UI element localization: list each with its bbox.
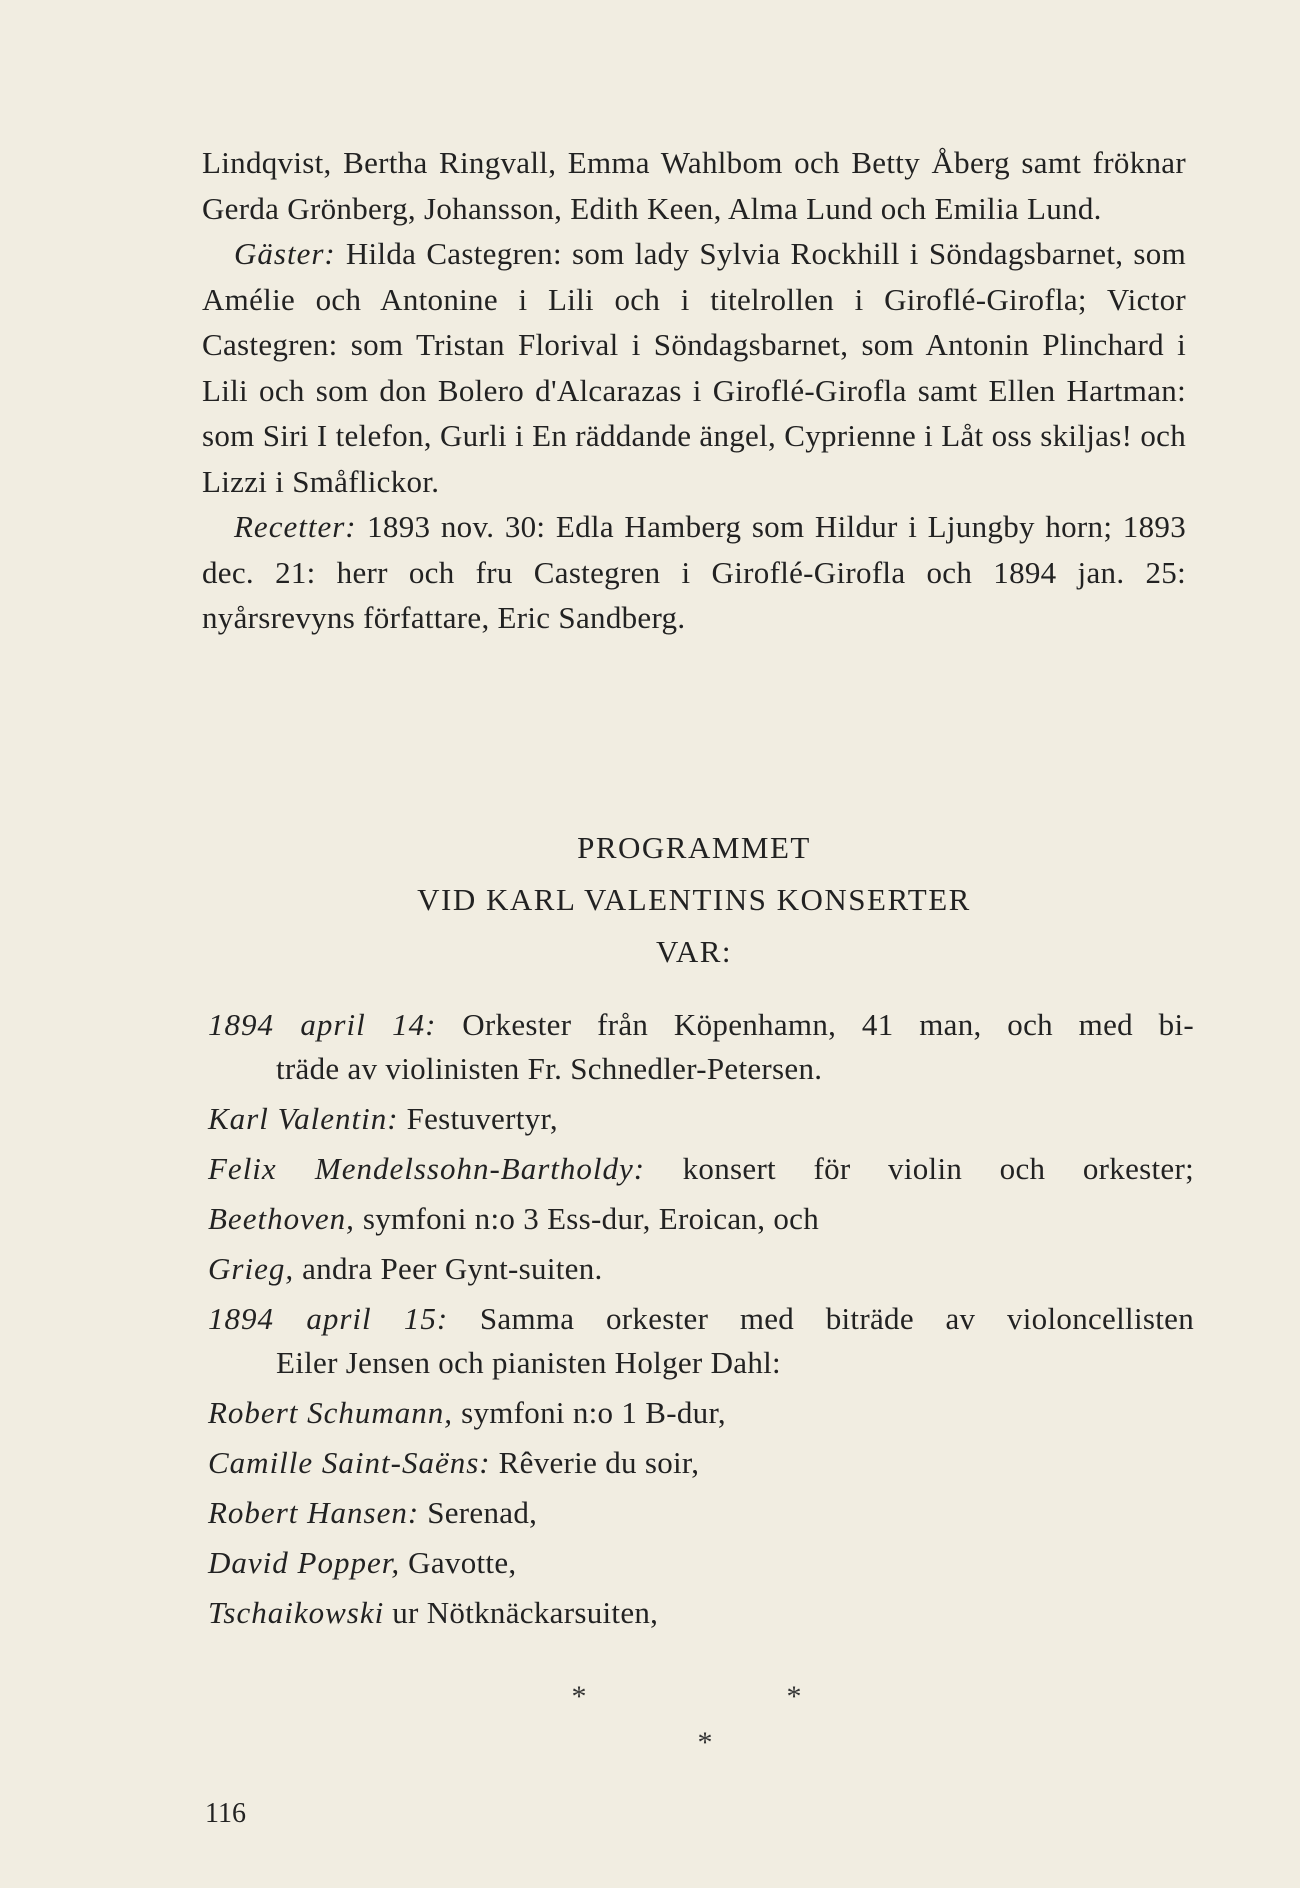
paragraph-benefits bbox=[202, 504, 1186, 641]
program-item bbox=[208, 1244, 1194, 1294]
concert-2-text: Samma orkester med biträde av violoncellisten bbox=[448, 1301, 1194, 1336]
composer-name: Robert Schumann, bbox=[208, 1395, 454, 1430]
concert-program bbox=[208, 1000, 1194, 1638]
star-bottom: * bbox=[697, 1726, 713, 1759]
program-item bbox=[208, 1194, 1194, 1244]
concert-1-header bbox=[208, 1000, 1194, 1050]
composer-name: Beethoven, bbox=[208, 1201, 355, 1236]
work-title: konsert för violin och orkester; bbox=[645, 1151, 1194, 1186]
page-number: 116 bbox=[205, 1798, 246, 1829]
star-left: * bbox=[571, 1680, 587, 1713]
concert-1-date: 1894 april 14: bbox=[208, 1007, 437, 1042]
program-item bbox=[208, 1144, 1194, 1194]
composer-name: Camille Saint-Saëns: bbox=[208, 1445, 491, 1480]
heading-line-1: PROGRAMMET bbox=[577, 830, 811, 865]
paragraph-guests bbox=[202, 231, 1186, 504]
program-item bbox=[208, 1488, 1194, 1538]
program-item bbox=[208, 1388, 1194, 1438]
star-right: * bbox=[786, 1680, 802, 1713]
composer-name: Robert Hansen: bbox=[208, 1495, 420, 1530]
concert-2-continuation: Eiler Jensen och pianisten Holger Dahl: bbox=[276, 1345, 781, 1380]
paragraph-cast-list: Lindqvist, Bertha Ringvall, Emma Wahlbom och Betty Åberg samt fröknar Gerda Grönberg, Johansson, Edith Keen, Alma Lund och Emilia Lund. bbox=[202, 145, 1186, 226]
benefits-text: 1893 nov. 30: Edla Hamberg som Hildur i Ljungby horn; 1893 dec. 21: herr och fru Castegren i Giroflé-Girofla och 1894 jan. 25: nyårsrevyns författare, Eric Sandberg. bbox=[202, 509, 1186, 635]
concert-2-date: 1894 april 15: bbox=[208, 1301, 449, 1336]
composer-name: David Popper, bbox=[208, 1545, 401, 1580]
work-title: Gavotte, bbox=[400, 1545, 517, 1580]
work-title: ur Nötknäckarsuiten, bbox=[384, 1595, 659, 1630]
concert-1-continuation: träde av violinisten Fr. Schnedler-Petersen. bbox=[276, 1051, 823, 1086]
work-title: Festuvertyr, bbox=[398, 1101, 558, 1136]
program-item bbox=[208, 1438, 1194, 1488]
body-text bbox=[202, 140, 1186, 641]
concert-2-header bbox=[208, 1294, 1194, 1344]
work-title: Serenad, bbox=[419, 1495, 538, 1530]
guests-label: Gäster: bbox=[234, 236, 336, 271]
composer-name: Tschaikowski bbox=[208, 1595, 385, 1630]
work-title: symfoni n:o 1 B-dur, bbox=[453, 1395, 726, 1430]
program-item bbox=[208, 1094, 1194, 1144]
benefits-label: Recetter: bbox=[234, 509, 357, 544]
concert-1-text: Orkester från Köpenhamn, 41 man, och med bi- bbox=[436, 1007, 1195, 1042]
composer-name: Felix Mendelssohn-Bartholdy: bbox=[208, 1151, 646, 1186]
program-item bbox=[208, 1538, 1194, 1588]
work-title: symfoni n:o 3 Ess-dur, Eroican, och bbox=[354, 1201, 819, 1236]
composer-name: Grieg, bbox=[208, 1251, 295, 1286]
program-item bbox=[208, 1588, 1194, 1638]
heading-line-3: VAR: bbox=[655, 934, 733, 969]
composer-name: Karl Valentin: bbox=[208, 1101, 399, 1136]
work-title: Rêverie du soir, bbox=[490, 1445, 700, 1480]
heading-line-2: VID KARL VALENTINS KONSERTER bbox=[417, 882, 971, 917]
guests-text: Hilda Castegren: som lady Sylvia Rockhill i Söndagsbarnet, som Amélie och Antonine i Lili och i titelrollen i Giroflé-Girofla; Victor Castegren: som Tristan Florival i Söndagsbarnet, som Antonin Plinchard i Lili och som don Bolero d'Alcarazas i Giroflé-Girofla samt Ellen Hartman: som Siri I telefon, Gurli i En räddande ängel, Cyprienne i Låt oss skiljas! och Lizzi i Småflickor. bbox=[202, 236, 1186, 499]
work-title: andra Peer Gynt-suiten. bbox=[294, 1251, 603, 1286]
